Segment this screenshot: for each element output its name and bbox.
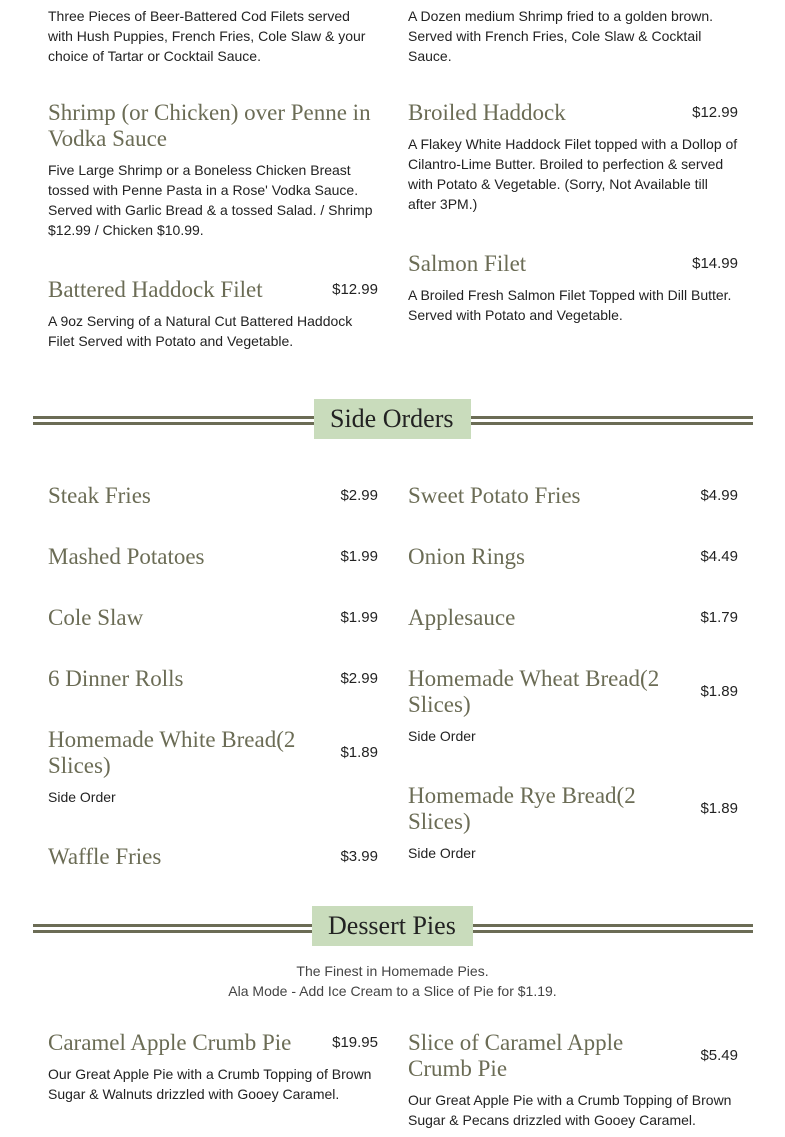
- item-price: $12.99: [692, 104, 738, 121]
- item-price: $1.89: [340, 744, 378, 761]
- item-name: Cole Slaw: [48, 605, 144, 630]
- menu-item-shrimp-penne: [48, 100, 378, 240]
- item-price: $1.99: [340, 548, 378, 565]
- item-name: Applesauce: [408, 605, 516, 630]
- item-price: $19.95: [332, 1034, 378, 1051]
- item-name: Battered Haddock Filet: [48, 277, 263, 302]
- item-description: A Flakey White Haddock Filet topped with a Dollop of Cilantro-Lime Butter. Broiled to perfection & served with Potato & Vegetable. (Sorry, Not Available till after 3PM.): [408, 136, 738, 212]
- menu-item-onion-rings: [408, 544, 738, 570]
- item-name: Waffle Fries: [48, 844, 162, 869]
- item-description: Side Order: [408, 728, 476, 744]
- item-description: A 9oz Serving of a Natural Cut Battered Haddock Filet Served with Potato and Vegetable.: [48, 313, 353, 349]
- item-name: 6 Dinner Rolls: [48, 666, 184, 691]
- menu-item-caramel-apple-crumb-pie: [48, 1030, 378, 1104]
- dessert-note: The Finest in Homemade Pies.: [296, 963, 489, 979]
- item-price: $1.89: [700, 800, 738, 817]
- item-price: $1.89: [700, 683, 738, 700]
- menu-item-battered-haddock: [48, 277, 378, 351]
- menu-item-mashed-potatoes: [48, 544, 378, 570]
- item-name: Broiled Haddock: [408, 100, 566, 125]
- menu-item-applesauce: [408, 605, 738, 631]
- item-price: $4.99: [700, 487, 738, 504]
- section-title-side-orders: Side Orders: [314, 399, 471, 439]
- section-title-dessert-pies: Dessert Pies: [312, 906, 473, 946]
- item-description: Five Large Shrimp or a Boneless Chicken Breast tossed with Penne Pasta in a Rose' Vodka Sauce. Served with Garlic Bread & a tossed Salad. / Shrimp $12.99 / Chicken $10.99.: [48, 162, 373, 238]
- item-description: A Broiled Fresh Salmon Filet Topped with Dill Butter. Served with Potato and Vegetable.: [408, 287, 732, 323]
- item-price: $4.49: [700, 548, 738, 565]
- item-name: Onion Rings: [408, 544, 525, 569]
- item-name: Slice of Caramel Apple Crumb Pie: [408, 1030, 624, 1081]
- fried-shrimp-description: A Dozen medium Shrimp fried to a golden brown. Served with French Fries, Cole Slaw & Cocktail Sauce.: [408, 8, 714, 64]
- menu-item-salmon-filet: [408, 251, 738, 325]
- item-description: Our Great Apple Pie with a Crumb Topping of Brown Sugar & Walnuts drizzled with Gooey Caramel.: [48, 1066, 372, 1102]
- menu-item-cole-slaw: [48, 605, 378, 631]
- fish-and-chips-description: Three Pieces of Beer-Battered Cod Filets served with Hush Puppies, French Fries, Cole Slaw & your choice of Tartar or Cocktail Sauce.: [48, 8, 366, 64]
- item-description: Side Order: [48, 789, 116, 805]
- item-price: $2.99: [340, 487, 378, 504]
- menu-item-rye-bread: [408, 783, 738, 863]
- menu-item-wheat-bread: [408, 666, 738, 746]
- menu-item-dinner-rolls: [48, 666, 378, 692]
- item-name: Steak Fries: [48, 483, 151, 508]
- item-price: $2.99: [340, 670, 378, 687]
- menu-item-broiled-haddock: [408, 100, 738, 214]
- item-name: Shrimp (or Chicken) over Penne in Vodka Sauce: [48, 100, 371, 151]
- menu-item-sweet-potato-fries: [408, 483, 738, 509]
- item-description: Side Order: [408, 845, 476, 861]
- item-price: $5.49: [700, 1047, 738, 1064]
- item-price: $14.99: [692, 255, 738, 272]
- item-description: Our Great Apple Pie with a Crumb Topping of Brown Sugar & Pecans drizzled with Gooey Caramel.: [408, 1092, 732, 1128]
- menu-item-waffle-fries: [48, 844, 378, 870]
- item-price: $1.79: [700, 609, 738, 626]
- menu-item-steak-fries: [48, 483, 378, 509]
- item-name: Mashed Potatoes: [48, 544, 205, 569]
- item-name: Homemade White Bread(2 Slices): [48, 727, 296, 778]
- item-price: $1.99: [340, 609, 378, 626]
- menu-item-slice-caramel-apple-crumb-pie: [408, 1030, 738, 1130]
- item-name: Homemade Wheat Bread(2 Slices): [408, 666, 660, 717]
- item-price: $3.99: [340, 848, 378, 865]
- item-name: Homemade Rye Bread(2 Slices): [408, 783, 636, 834]
- item-name: Sweet Potato Fries: [408, 483, 581, 508]
- item-name: Salmon Filet: [408, 251, 527, 276]
- item-name: Caramel Apple Crumb Pie: [48, 1030, 292, 1055]
- ala-mode-note: Ala Mode - Add Ice Cream to a Slice of Pie for $1.19.: [228, 983, 557, 999]
- menu-item-white-bread: [48, 727, 378, 807]
- item-price: $12.99: [332, 281, 378, 298]
